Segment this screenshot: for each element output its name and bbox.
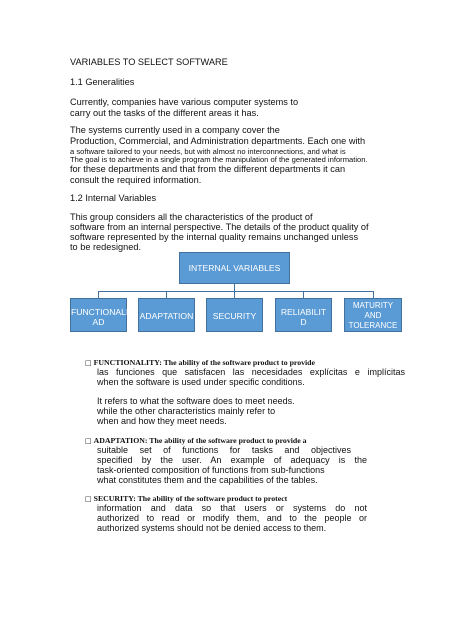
connector-line xyxy=(98,291,374,292)
diagram-node-functionality xyxy=(70,298,134,332)
connector-line xyxy=(234,291,235,298)
node-label: ADAPTATION xyxy=(139,311,194,321)
diagram-root-label: INTERNAL VARIABLES xyxy=(188,263,281,273)
paragraph-line: authorized systems should not be denied access to them. xyxy=(97,523,327,533)
paragraph-line: suitable set of functions for tasks and objectives xyxy=(97,445,351,455)
paragraph-line: carry out the tasks of the different areas it has. xyxy=(70,108,259,118)
node-label: AD xyxy=(92,317,105,327)
paragraph-line-small: The goal is to achieve in a single program the manipulation of the generated information. xyxy=(70,155,368,164)
connector-line xyxy=(234,284,235,291)
bullet-heading-text: SECURITY: The ability of the software product to protect xyxy=(93,494,288,503)
paragraph-line: for these departments and that from the different departments it can xyxy=(70,164,346,174)
bullet-heading-text: ADAPTATION: The ability of the software product to provide a xyxy=(93,436,307,445)
paragraph-line: las funciones que satisfacen las necesidades explícitas e implícitas xyxy=(97,367,405,377)
connector-line xyxy=(303,291,304,298)
paragraph-line: software represented by the internal quality remains unchanged unless xyxy=(70,232,359,242)
paragraph-line: specified by the user. An example of adequacy is the xyxy=(97,455,367,465)
bullet-icon: □ xyxy=(85,495,92,503)
bullet-icon: □ xyxy=(85,359,92,367)
paragraph-line: software from an internal perspective. The details of the product quality of xyxy=(70,222,369,232)
node-label: To errors xyxy=(357,331,389,340)
paragraph-line: when and how they meet needs. xyxy=(97,416,227,426)
paragraph-line: Production, Commercial, and Administration departments. Each one with xyxy=(70,136,366,146)
paragraph-line-small: a software tailored to your needs, but with almost no interconnections, and what is xyxy=(70,147,346,156)
paragraph-line: The systems currently used in a company cover the xyxy=(70,125,280,135)
diagram-node-adaptation xyxy=(138,298,195,332)
node-label: D xyxy=(300,317,307,327)
section-heading-generalities: 1.1 Generalities xyxy=(70,77,135,87)
paragraph-line: task-oriented composition of functions from sub-functions xyxy=(97,465,325,475)
node-label: SECURITY xyxy=(212,311,257,321)
connector-line xyxy=(373,291,374,298)
node-label: MATURITY AND xyxy=(352,301,394,320)
paragraph-line: authorized to read or modify them, and to the people or xyxy=(97,513,367,523)
diagram-node-reliability xyxy=(275,298,332,332)
paragraph-line: when the software is used under specific conditions. xyxy=(97,377,305,387)
node-label: RELIABILIT xyxy=(280,307,327,317)
bullet-icon: □ xyxy=(85,437,92,445)
bullet-heading-text: FUNCTIONALITY: The ability of the software product to provide xyxy=(93,358,315,367)
diagram-node-maturity-tolerance xyxy=(344,298,402,340)
diagram-root-node xyxy=(179,252,290,284)
paragraph-line: This group considers all the characteristics of the product of xyxy=(70,212,313,222)
diagram-node-security xyxy=(206,298,263,332)
connector-line xyxy=(98,291,99,298)
node-label: FUNCTIONALIT xyxy=(71,307,134,317)
paragraph-line: while the other characteristics mainly refer to xyxy=(97,406,276,416)
connector-line xyxy=(166,291,167,298)
paragraph-line: It refers to what the software does to meet needs. xyxy=(97,396,295,406)
page-title: VARIABLES TO SELECT SOFTWARE xyxy=(70,57,228,67)
section-heading-internal-variables: 1.2 Internal Variables xyxy=(70,193,157,203)
paragraph-line: what constitutes them and the capabilities of the tables. xyxy=(97,475,318,485)
paragraph-line: information and data so that users or systems do not xyxy=(97,503,367,513)
node-label: TOLERANCE xyxy=(348,321,398,330)
paragraph-line: Currently, companies have various computer systems to xyxy=(70,97,299,107)
paragraph-line: consult the required information. xyxy=(70,175,202,185)
paragraph-line: to be redesigned. xyxy=(70,242,142,252)
